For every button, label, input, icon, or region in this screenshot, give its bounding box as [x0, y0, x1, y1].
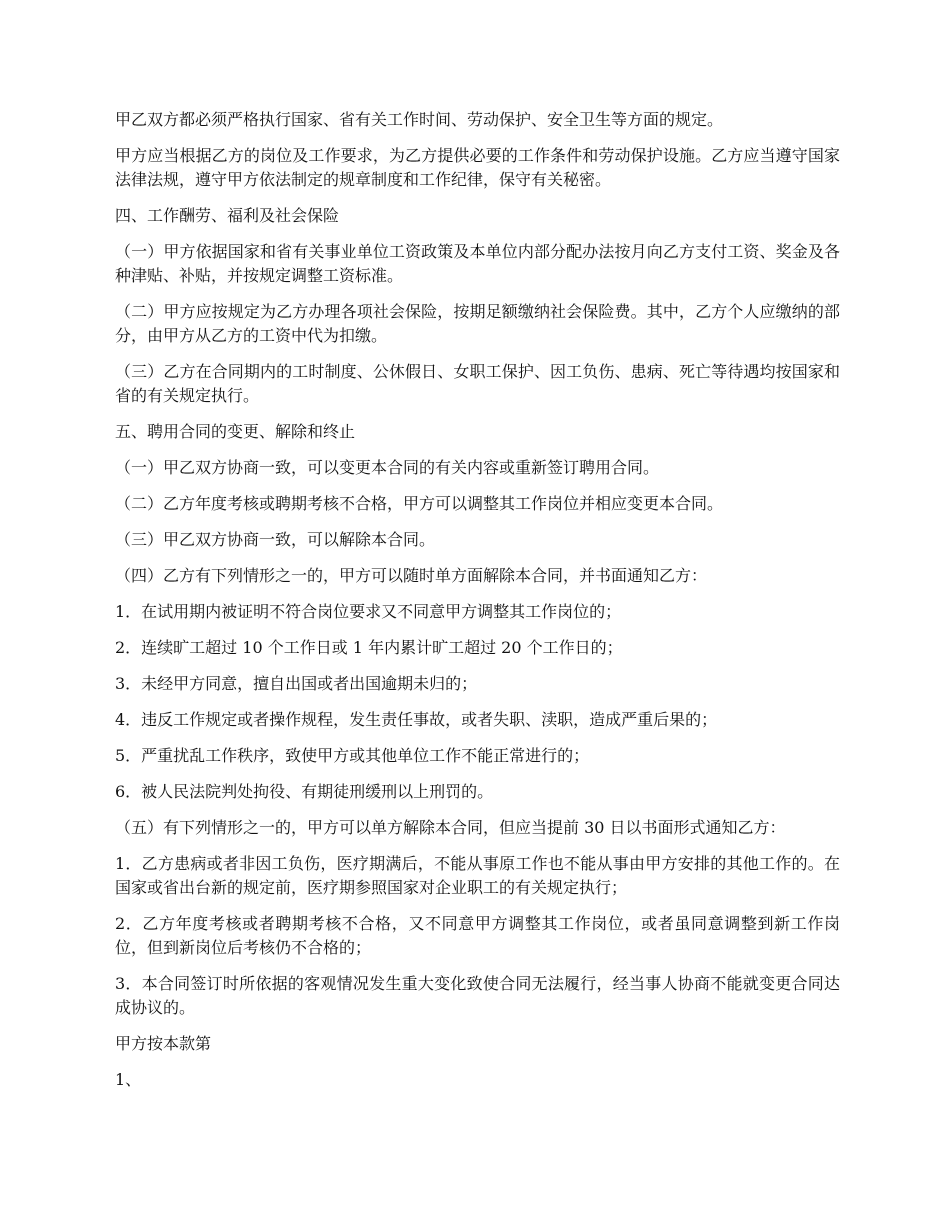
paragraph: （一）甲乙双方协商一致，可以变更本合同的有关内容或重新签订聘用合同。	[115, 458, 660, 477]
list-item: 1．乙方患病或者非因工负伤，医疗期满后，不能从事原工作也不能从事由甲方安排的其他工作的。在国家或省出台新的规定前，医疗期参照国家对企业职工的有关规定执行；	[115, 854, 840, 897]
list-item: 5．严重扰乱工作秩序，致使甲方或其他单位工作不能正常进行的；	[115, 746, 590, 765]
paragraph: 甲方按本款第	[115, 1034, 212, 1053]
paragraph: （五）有下列情形之一的，甲方可以单方解除本合同，但应当提前 30 日以书面形式通知乙方：	[115, 818, 786, 837]
list-item: 4．违反工作规定或者操作规程，发生责任事故，或者失职、渎职，造成严重后果的；	[115, 710, 718, 729]
list-item: 6．被人民法院判处拘役、有期徒刑缓刑以上刑罚的。	[115, 782, 494, 801]
paragraph: （二）乙方年度考核或聘期考核不合格，甲方可以调整其工作岗位并相应变更本合同。	[115, 494, 724, 513]
list-item: 3．本合同签订时所依据的客观情况发生重大变化致使合同无法履行，经当事人协商不能就变更合同达成协议的。	[115, 974, 840, 1017]
list-item: 3．未经甲方同意，擅自出国或者出国逾期未归的；	[115, 674, 478, 693]
document-page	[115, 108, 840, 1104]
paragraph: （三）甲乙双方协商一致，可以解除本合同。	[115, 530, 436, 549]
paragraph: 1、	[115, 1070, 142, 1089]
section-heading: 四、工作酬劳、福利及社会保险	[115, 206, 340, 225]
paragraph: （四）乙方有下列情形之一的，甲方可以随时单方面解除本合同，并书面通知乙方：	[115, 566, 708, 585]
paragraph: （二）甲方应按规定为乙方办理各项社会保险，按期足额缴纳社会保险费。其中，乙方个人应缴纳的部分，由甲方从乙方的工资中代为扣缴。	[115, 302, 840, 345]
section-heading: 五、聘用合同的变更、解除和终止	[115, 422, 356, 441]
paragraph: 甲方应当根据乙方的岗位及工作要求，为乙方提供必要的工作条件和劳动保护设施。乙方应当遵守国家法律法规，遵守甲方依法制定的规章制度和工作纪律，保守有关秘密。	[115, 146, 840, 189]
list-item: 1．在试用期内被证明不符合岗位要求又不同意甲方调整其工作岗位的；	[115, 602, 622, 621]
paragraph: 甲乙双方都必须严格执行国家、省有关工作时间、劳动保护、安全卫生等方面的规定。	[115, 110, 724, 129]
paragraph: （三）乙方在合同期内的工时制度、公休假日、女职工保护、因工负伤、患病、死亡等待遇均按国家和省的有关规定执行。	[115, 362, 840, 405]
list-item: 2．连续旷工超过 10 个工作日或 1 年内累计旷工超过 20 个工作日的；	[115, 638, 623, 657]
paragraph: （一）甲方依据国家和省有关事业单位工资政策及本单位内部分配办法按月向乙方支付工资、奖金及各种津贴、补贴，并按规定调整工资标准。	[115, 242, 840, 285]
list-item: 2．乙方年度考核或者聘期考核不合格，又不同意甲方调整其工作岗位，或者虽同意调整到新工作岗位，但到新岗位后考核仍不合格的；	[115, 914, 840, 957]
